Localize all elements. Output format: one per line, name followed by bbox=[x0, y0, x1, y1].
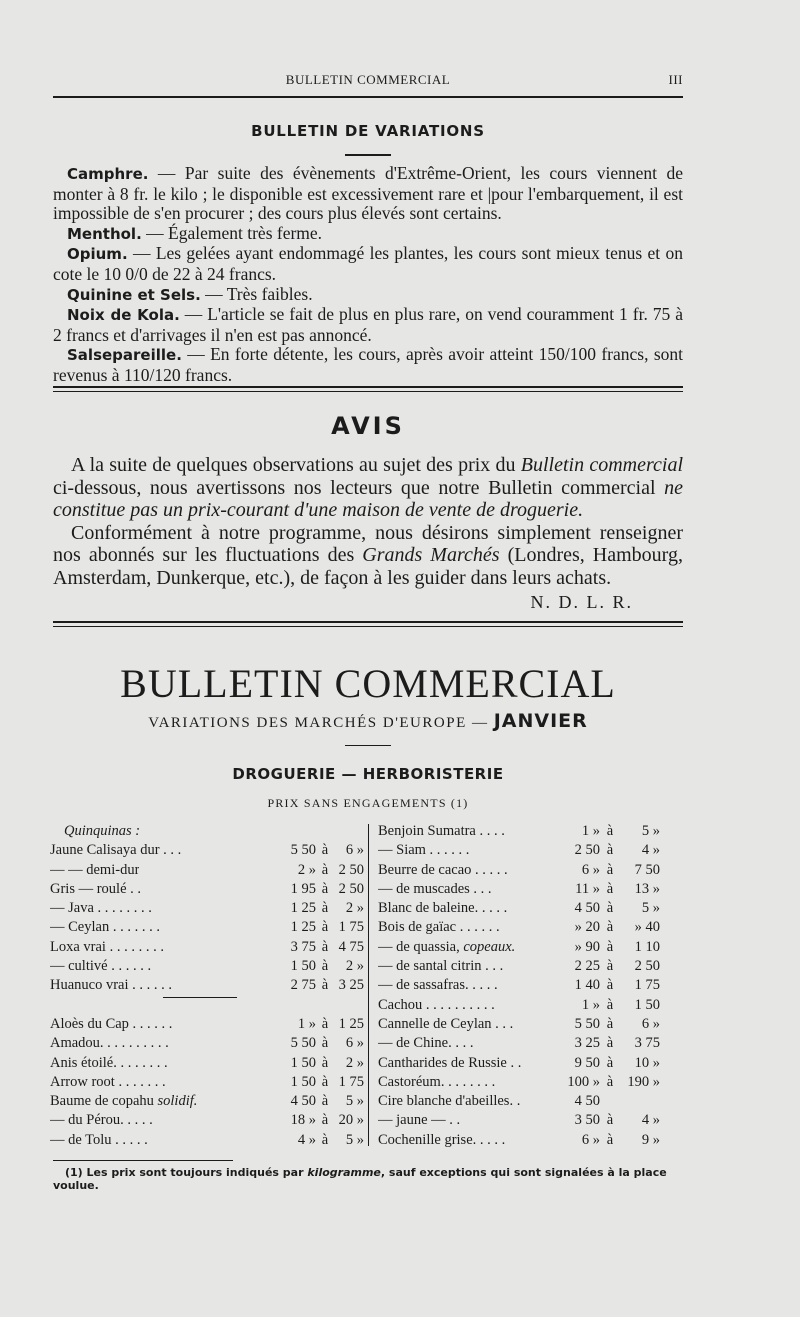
price-separator: à bbox=[321, 1073, 329, 1090]
price-separator: à bbox=[321, 919, 329, 936]
price-note: PRIX SANS ENGAGEMENTS (1) bbox=[267, 796, 469, 810]
entry-opium bbox=[53, 244, 683, 284]
table-row bbox=[50, 1015, 364, 1034]
price-low: 1 25 bbox=[290, 900, 316, 917]
product-name: Jaune Calisaya dur . . . bbox=[50, 842, 182, 859]
price-separator: à bbox=[321, 1054, 329, 1071]
price-high: 4 » bbox=[641, 1112, 660, 1129]
column-divider bbox=[368, 824, 369, 1146]
price-high: 13 » bbox=[634, 880, 660, 897]
product-name: — Ceylan . . . . . . . bbox=[50, 919, 160, 936]
price-separator: à bbox=[606, 823, 614, 839]
table-separator bbox=[50, 996, 360, 1015]
price-low: 4 50 bbox=[290, 1093, 316, 1110]
price-low: 11 » bbox=[575, 880, 600, 897]
price-high: 2 50 bbox=[338, 880, 364, 897]
product-name: Cantharides de Russie . . bbox=[378, 1054, 522, 1071]
price-separator: à bbox=[606, 880, 614, 897]
avis-emphasis: ne constitue pas un prix-courant d'une maison de vente de droguerie. bbox=[53, 476, 683, 521]
avis-paragraph-2 bbox=[53, 522, 683, 590]
entry-term: Menthol. bbox=[67, 224, 142, 243]
variations-body bbox=[53, 164, 683, 386]
entry-text: — L'article se fait de plus en plus rare, on vend couramment 1 fr. 75 à 2 francs et d'arrivages il n'en est pas annoncé. bbox=[53, 304, 683, 345]
table-row bbox=[378, 1131, 696, 1150]
price-low: 1 40 bbox=[574, 977, 600, 994]
entry-camphre bbox=[53, 164, 683, 224]
product-name: — de Chine. . . . bbox=[378, 1035, 474, 1052]
bulletin-month: JANVIER bbox=[493, 710, 588, 732]
price-low: 6 » bbox=[581, 1131, 600, 1148]
price-low: 3 75 bbox=[290, 938, 316, 955]
table-row bbox=[50, 976, 364, 995]
price-separator: à bbox=[321, 842, 329, 859]
price-low: 1 50 bbox=[290, 1054, 316, 1071]
price-low: 4 50 bbox=[574, 900, 600, 917]
product-name-italic: copeaux. bbox=[463, 938, 516, 955]
entry-quinine bbox=[53, 285, 683, 306]
product-name bbox=[50, 822, 140, 841]
price-high: 3 75 bbox=[634, 1035, 660, 1052]
price-separator: à bbox=[606, 1131, 614, 1148]
product-name: — de sassafras. . . . . bbox=[378, 977, 498, 994]
table-row bbox=[378, 1092, 696, 1111]
price-column-left bbox=[50, 822, 364, 1150]
price-low: » 90 bbox=[574, 938, 600, 955]
product-name: — Java . . . . . . . . bbox=[50, 900, 152, 917]
price-low: 9 50 bbox=[574, 1054, 600, 1071]
product-name: Blanc de baleine. . . . . bbox=[378, 900, 508, 917]
double-rule-bottom bbox=[53, 391, 683, 392]
price-high: 1 75 bbox=[338, 1073, 364, 1090]
table-row bbox=[50, 1111, 364, 1130]
table-row bbox=[50, 1054, 364, 1073]
price-separator: à bbox=[321, 977, 329, 994]
footnote-emphasis: kilogramme bbox=[307, 1166, 381, 1179]
entry-text: — Les gelées ayant endommagé les plantes, les cours sont mieux tenus et on cote le 10 0/0 de 22 à 24 francs. bbox=[53, 243, 683, 284]
product-name: — du Pérou. . . . . bbox=[50, 1112, 153, 1129]
price-low: 2 25 bbox=[574, 958, 600, 975]
bulletin-subtitle-text: VARIATIONS DES MARCHÉS D'EUROPE — bbox=[148, 715, 489, 731]
price-high: 2 » bbox=[345, 1054, 364, 1071]
product-name: — — demi-dur bbox=[50, 861, 140, 878]
avis-emphasis: Bulletin commercial bbox=[520, 454, 683, 476]
product-name: Beurre de cacao . . . . . bbox=[378, 861, 508, 878]
price-high: 1 25 bbox=[338, 1015, 364, 1032]
table-row bbox=[50, 880, 364, 899]
avis-body bbox=[53, 454, 683, 614]
table-row bbox=[378, 976, 696, 995]
price-separator: à bbox=[321, 1112, 329, 1129]
price-separator: à bbox=[606, 919, 614, 936]
entry-term: Salsepareille. bbox=[67, 346, 182, 365]
price-separator: à bbox=[606, 1015, 614, 1032]
avis-title: AVIS bbox=[331, 412, 405, 440]
table-row bbox=[378, 899, 696, 918]
price-high: 9 » bbox=[641, 1131, 660, 1148]
price-high: 190 » bbox=[627, 1073, 660, 1090]
price-separator: à bbox=[606, 996, 614, 1013]
product-name-italic: solidif. bbox=[157, 1093, 198, 1110]
price-low: 6 » bbox=[581, 861, 600, 878]
table-row bbox=[378, 1015, 696, 1034]
product-name: Loxa vrai . . . . . . . . bbox=[50, 938, 164, 955]
table-row bbox=[378, 1034, 696, 1053]
avis-text: Conformément à notre programme, nous désirons simplement renseigner nos abonnés sur les fluctuations des bbox=[53, 521, 683, 566]
bulletin-title: BULLETIN COMMERCIAL bbox=[120, 661, 616, 706]
table-row bbox=[50, 1034, 364, 1053]
price-low: 1 » bbox=[581, 996, 600, 1013]
price-low: 1 50 bbox=[290, 1073, 316, 1090]
running-title: BULLETIN COMMERCIAL bbox=[285, 72, 451, 87]
product-name: — de Tolu . . . . . bbox=[50, 1131, 148, 1148]
entry-salsepareille bbox=[53, 345, 683, 385]
price-high: 5 » bbox=[345, 1093, 364, 1110]
table-row bbox=[50, 841, 364, 860]
price-high: 6 » bbox=[345, 1035, 364, 1052]
product-name: Anis étoilé. . . . . . . . bbox=[50, 1054, 168, 1071]
running-head bbox=[53, 70, 683, 90]
table-row bbox=[50, 957, 364, 976]
price-low: » 20 bbox=[574, 919, 600, 936]
price-separator: à bbox=[606, 842, 614, 859]
product-name: — Siam . . . . . . bbox=[378, 842, 470, 859]
price-high: 3 25 bbox=[338, 977, 364, 994]
table-row bbox=[378, 822, 696, 841]
price-separator: à bbox=[321, 958, 329, 975]
price-separator: à bbox=[606, 1112, 614, 1129]
table-row bbox=[378, 918, 696, 937]
entry-term: Noix de Kola. bbox=[67, 306, 180, 325]
price-low: 5 50 bbox=[290, 1035, 316, 1052]
variations-title-rule bbox=[345, 154, 391, 156]
price-separator: à bbox=[606, 1073, 614, 1090]
entry-text: — Très faibles. bbox=[200, 283, 313, 304]
price-high: 10 » bbox=[634, 1054, 660, 1071]
header-rule bbox=[53, 96, 683, 98]
product-name: Baume de copahu solidif. bbox=[50, 1093, 198, 1110]
variations-title: BULLETIN DE VARIATIONS bbox=[251, 122, 485, 140]
price-low: 3 50 bbox=[574, 1112, 600, 1129]
price-high: 5 » bbox=[345, 1131, 364, 1148]
footnote-text: (1) Les prix sont toujours indiqués par bbox=[65, 1166, 308, 1179]
table-row bbox=[378, 996, 696, 1015]
price-high: 2 » bbox=[345, 900, 364, 917]
price-low: 100 » bbox=[567, 1073, 600, 1090]
double-rule-2-bottom bbox=[53, 626, 683, 627]
double-rule-top bbox=[53, 386, 683, 388]
product-name: Cire blanche d'abeilles. . bbox=[378, 1093, 521, 1110]
price-high: 1 75 bbox=[338, 919, 364, 936]
page-number: III bbox=[668, 72, 683, 87]
price-separator: à bbox=[321, 1093, 329, 1110]
table-row bbox=[378, 938, 696, 957]
bulletin-subtitle bbox=[53, 710, 683, 732]
price-low: 3 25 bbox=[574, 1035, 600, 1052]
price-high: 7 50 bbox=[634, 861, 660, 878]
table-row bbox=[50, 822, 360, 841]
footnote-rule bbox=[53, 1160, 233, 1161]
price-high: 2 50 bbox=[338, 861, 364, 878]
table-row bbox=[50, 899, 364, 918]
table-row bbox=[50, 1092, 364, 1111]
entry-term: Quinine et Sels. bbox=[67, 285, 201, 304]
price-column-right bbox=[378, 822, 696, 1150]
product-name: Cannelle de Ceylan . . . bbox=[378, 1015, 514, 1032]
price-high: 2 » bbox=[345, 958, 364, 975]
footnote bbox=[53, 1166, 683, 1192]
entry-text: — Par suite des évènements d'Extrême-Orient, les cours viennent de monter à 8 fr. le kilo ; le disponible est excessivement rare et |pour l'embarquement, il est impossible de s'en procurer ; des cours plus élevés sont certains. bbox=[53, 163, 683, 224]
table-row bbox=[378, 861, 696, 880]
price-high: 6 » bbox=[641, 1015, 660, 1032]
price-separator: à bbox=[606, 900, 614, 917]
entry-text: — En forte détente, les cours, après avoir atteint 150/100 francs, sont revenus à 110/120 francs. bbox=[53, 344, 683, 385]
avis-signature: N. D. L. R. bbox=[530, 592, 633, 612]
price-low: 2 50 bbox=[574, 842, 600, 859]
table-row bbox=[50, 1131, 364, 1150]
avis-emphasis: Grands Marchés bbox=[362, 544, 500, 566]
product-name: Castoréum. . . . . . . . bbox=[378, 1073, 496, 1090]
price-separator: à bbox=[606, 958, 614, 975]
avis-text: (Londres, Hambourg, Amsterdam, Dunkerque, etc.), de façon à les guider dans leurs achats. bbox=[53, 544, 683, 589]
entry-term: Camphre. bbox=[67, 165, 149, 183]
price-low: 1 » bbox=[297, 1015, 316, 1032]
table-row bbox=[378, 957, 696, 976]
entry-menthol bbox=[53, 224, 683, 245]
price-low: 1 50 bbox=[290, 958, 316, 975]
table-row bbox=[378, 880, 696, 899]
price-low: 5 50 bbox=[290, 842, 316, 859]
table-row bbox=[50, 861, 364, 880]
product-name: — de quassia, copeaux. bbox=[378, 938, 516, 955]
product-name: Bois de gaïac . . . . . . bbox=[378, 919, 500, 936]
price-high: 1 10 bbox=[634, 938, 660, 955]
price-separator: à bbox=[321, 880, 329, 897]
table-row bbox=[50, 918, 364, 937]
price-high: 2 50 bbox=[634, 958, 660, 975]
product-name: Aloès du Cap . . . . . . bbox=[50, 1015, 173, 1032]
price-high: 4 75 bbox=[338, 938, 364, 955]
price-low: 5 50 bbox=[574, 1015, 600, 1032]
table-row bbox=[50, 1073, 364, 1092]
price-high: 6 » bbox=[345, 842, 364, 859]
avis-text: A la suite de quelques observations au sujet des prix du bbox=[71, 454, 521, 476]
price-separator: à bbox=[321, 1131, 329, 1148]
price-separator: à bbox=[606, 1054, 614, 1071]
table-row bbox=[378, 1111, 696, 1130]
separator-line bbox=[163, 997, 237, 998]
product-name: Gris — roulé . . bbox=[50, 880, 142, 897]
price-low: 2 » bbox=[297, 861, 316, 878]
price-high: 4 » bbox=[641, 842, 660, 859]
price-low: 1 » bbox=[581, 823, 600, 839]
product-name: — de santal citrin . . . bbox=[378, 958, 504, 975]
price-low: 4 » bbox=[297, 1131, 316, 1148]
price-separator: à bbox=[321, 1015, 329, 1032]
section-title: DROGUERIE — HERBORISTERIE bbox=[232, 765, 504, 783]
product-name: Cochenille grise. . . . . bbox=[378, 1131, 506, 1148]
price-high: 1 50 bbox=[634, 996, 660, 1013]
price-separator: à bbox=[321, 1035, 329, 1052]
entry-term: Opium. bbox=[67, 245, 128, 264]
product-name: — cultivé . . . . . . bbox=[50, 958, 152, 975]
avis-paragraph-1 bbox=[53, 454, 683, 522]
price-low: 1 95 bbox=[290, 880, 316, 897]
product-name: Amadou. . . . . . . . . . bbox=[50, 1035, 169, 1052]
footnote-text: , sauf exceptions qui sont signalées à la place voulue. bbox=[53, 1166, 667, 1192]
product-name: Benjoin Sumatra . . . . bbox=[378, 823, 505, 839]
price-separator: à bbox=[321, 861, 329, 878]
table-row bbox=[378, 1054, 696, 1073]
price-low: 4 50 bbox=[574, 1093, 600, 1110]
product-name: Huanuco vrai . . . . . . bbox=[50, 977, 173, 994]
table-row bbox=[50, 938, 364, 957]
price-separator: à bbox=[606, 938, 614, 955]
price-high: 1 75 bbox=[634, 977, 660, 994]
price-high: 5 » bbox=[641, 823, 660, 839]
avis-text: ci-dessous, nous avertissons nos lecteurs que notre Bulletin commercial bbox=[53, 476, 665, 499]
product-name: Cachou . . . . . . . . . . bbox=[378, 996, 495, 1013]
product-name: — de muscades . . . bbox=[378, 880, 492, 897]
product-name: — jaune — . . bbox=[378, 1112, 461, 1129]
table-row bbox=[378, 1073, 696, 1092]
product-name: Arrow root . . . . . . . bbox=[50, 1073, 166, 1090]
entry-text: — Également très ferme. bbox=[141, 222, 323, 243]
price-separator: à bbox=[321, 938, 329, 955]
double-rule-2-top bbox=[53, 621, 683, 623]
price-high: » 40 bbox=[634, 919, 660, 936]
price-separator: à bbox=[606, 861, 614, 878]
price-separator: à bbox=[321, 900, 329, 917]
price-separator: à bbox=[606, 1035, 614, 1052]
price-high: 5 » bbox=[641, 900, 660, 917]
price-low: 2 75 bbox=[290, 977, 316, 994]
price-high: 20 » bbox=[338, 1112, 364, 1129]
bulletin-title-rule bbox=[345, 745, 391, 746]
product-name-italic: Quinquinas : bbox=[64, 823, 141, 839]
price-separator: à bbox=[606, 977, 614, 994]
table-row bbox=[378, 841, 696, 860]
price-low: 18 » bbox=[290, 1112, 316, 1129]
price-low: 1 25 bbox=[290, 919, 316, 936]
entry-kola bbox=[53, 305, 683, 345]
